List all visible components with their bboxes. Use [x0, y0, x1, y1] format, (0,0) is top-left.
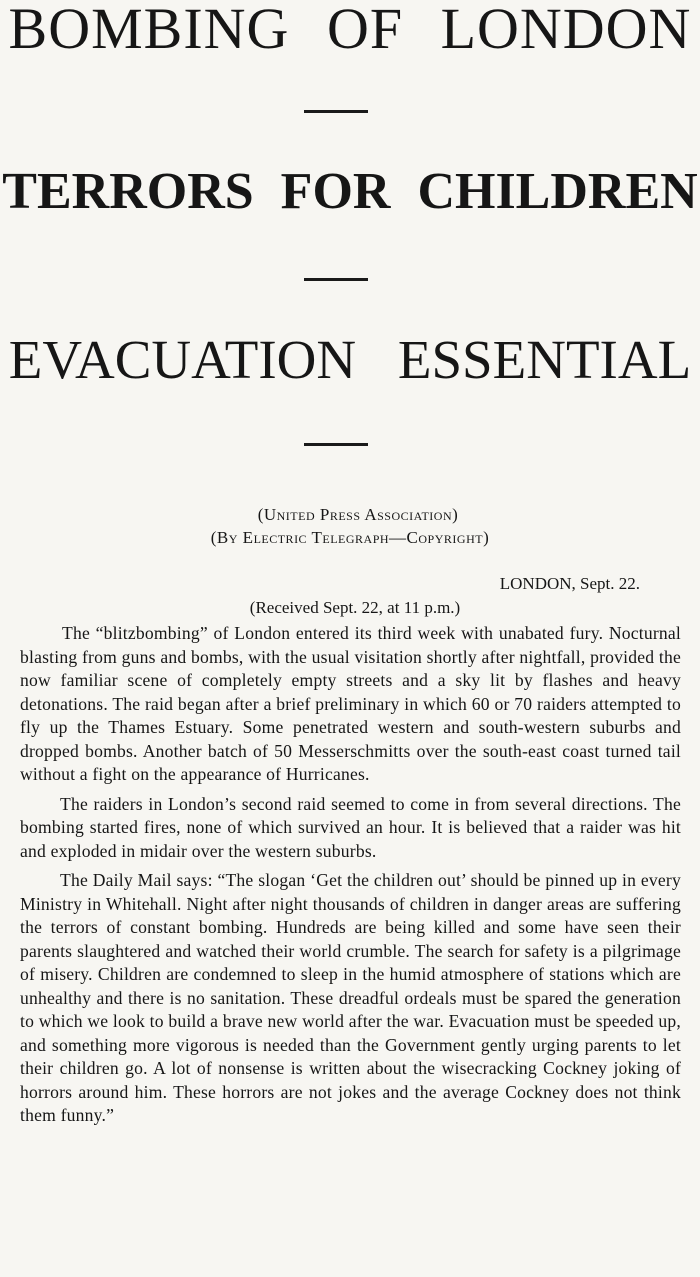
- headline-terrors-for-children: TERRORS FOR CHILDREN: [2, 163, 698, 220]
- headline-evacuation-essential: EVACUATION ESSENTIAL: [8, 329, 692, 390]
- received-note: (Received Sept. 22, at 11 p.m.): [249, 598, 461, 617]
- headline-divider: [304, 443, 368, 446]
- article-paragraph: The raiders in London’s second raid seemed to come in from several directions. The bombing started fires, none of which survived an hour. It is believed that a raider was hit and exploded in midair over the western suburbs.: [20, 793, 681, 861]
- byline-copyright: (By Electric Telegraph—Copyright): [210, 528, 490, 547]
- article-paragraph: The “blitzbombing” of London entered its third week with unabated fury. Nocturnal blasting from guns and bombs, with the usual visitation shortly after nightfall, provided the now familiar scene of completely empty streets and a sky lit by flashes and heavy detonations. The raid began after a brief preliminary in which 60 or 70 raiders attempted to fly up the Thames Estuary. Some penetrated western and south-western suburbs and dropped bombs. Another batch of 50 Messerschmitts over the south-east coast turned tail without a fight on the appearance of Hurricanes.: [20, 623, 681, 784]
- article-paragraph: The Daily Mail says: “The slogan ‘Get the children out’ should be pinned up in every Ministry in Whitehall. Night after night thousands of children in danger areas are suffering the terrors of constant bombing. Hundreds are being killed and some have seen their parents slaughtered and watched their world crumble. The search for safety is a pilgrimage of misery. Children are condemned to sleep in the humid atmosphere of stations which are unhealthy and there is no sanitation. These dreadful ordeals must be spared the generation to which we look to build a brave new world after the war. Evacuation must be speeded up, and something more vigorous is needed than the Government gently urging parents to let their children go. A lot of nonsense is written about the wisecracking Cockney joking of horrors around him. These horrors are not jokes and the average Cockney does not think them funny.”: [20, 870, 681, 1125]
- headline-divider: [304, 110, 368, 113]
- byline-agency: (United Press Association): [257, 505, 459, 524]
- headline-bombing-of-london: BOMBING OF LONDON: [8, 0, 692, 61]
- headline-divider: [304, 278, 368, 281]
- article-body: [20, 622, 681, 1134]
- dateline: LONDON, Sept. 22.: [499, 574, 640, 593]
